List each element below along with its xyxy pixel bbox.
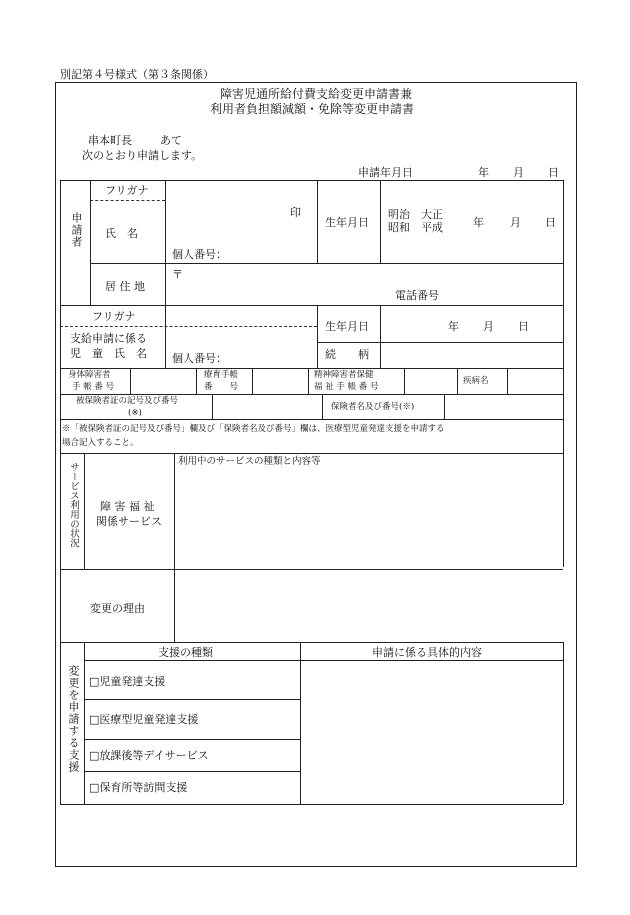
option-nursery-visit-support[interactable]: □保育所等訪問支援 [89, 781, 188, 794]
child-name-line2: 児 童 氏 名 [70, 347, 147, 360]
intro-text: 次のとおり申請します。 [82, 149, 203, 162]
welfare-service-line1: 障 害 福 祉 [100, 500, 155, 513]
support-type-header: 支援の種類 [158, 646, 213, 659]
relation-label: 続 柄 [325, 348, 369, 361]
ryoiku-handbook-line2: 番 号 [204, 382, 239, 392]
note-line2: 場合記入すること。 [62, 438, 139, 448]
physical-handbook-line2: 手 帳 番 号 [72, 382, 115, 392]
application-date-year: 年 [478, 166, 489, 179]
era-line1: 明治 大正 [388, 208, 443, 221]
applicant-birth-year: 年 [473, 216, 484, 229]
applicant-individual-number-label: 個人番号： [172, 248, 227, 261]
option-after-school-day-service[interactable]: □放課後等デイサービス [89, 749, 209, 762]
application-date-month: 月 [513, 166, 524, 179]
child-birth-year: 年 [448, 320, 459, 333]
child-name-line1: 支給申請に係る [70, 332, 147, 345]
form-number-label: 別記第４号様式（第３条関係） [60, 68, 214, 81]
seal-mark: 印 [290, 206, 301, 219]
phone-label: 電話番号 [395, 289, 439, 302]
service-content-label: 利用中のサービスの種類と内容等 [178, 456, 321, 467]
address-label: 居 住 地 [105, 280, 145, 293]
specific-content-header: 申請に係る具体的内容 [372, 646, 482, 659]
applicant-section-label: 申請者 [70, 212, 83, 248]
mental-handbook-line1: 精神障害者保健 [314, 370, 374, 380]
application-date-label: 申請年月日 [358, 166, 413, 179]
applicant-name-label: 氏 名 [105, 227, 138, 240]
applicant-birth-label: 生年月日 [325, 216, 369, 229]
form-title-line1: 障害児通所給付費支給変更申請書兼 [220, 87, 413, 101]
note-line1: ※「被保険者証の記号及び番号」欄及び「保険者名及び番号」欄は、医療型児童発達支援を申請する [62, 424, 445, 434]
applicant-birth-day: 日 [545, 216, 556, 229]
child-birth-day: 日 [518, 320, 529, 333]
addressee: 串本町長 [88, 134, 132, 147]
option-child-development[interactable]: □児童発達支援 [89, 675, 166, 688]
era-line2: 昭和 平成 [388, 221, 443, 234]
applicant-furigana-label: フリガナ [105, 184, 149, 197]
option-medical-child-development[interactable]: □医療型児童発達支援 [89, 713, 199, 726]
applicant-birth-month: 月 [510, 216, 521, 229]
welfare-service-line2: 関係サービス [96, 515, 162, 528]
mental-handbook-line2: 福 祉 手 帳 番 号 [314, 382, 379, 392]
service-status-section-label: サービス利用の状況 [68, 462, 79, 548]
application-date-day: 日 [548, 166, 559, 179]
addressee-suffix: あて [160, 134, 182, 147]
child-birth-label: 生年月日 [325, 320, 369, 333]
ryoiku-handbook-line1: 療育手帳 [204, 370, 239, 380]
postal-mark: 〒 [172, 268, 183, 281]
insurance-symbol-line1: 被保険者証の記号及び番号 [76, 396, 179, 406]
physical-handbook-line1: 身体障害者 [68, 370, 111, 380]
child-birth-month: 月 [483, 320, 494, 333]
insurance-symbol-line2: (※) [128, 408, 142, 418]
child-individual-number-label: 個人番号： [172, 352, 227, 365]
insurer-label: 保険者名及び番号(※) [331, 402, 415, 412]
form-title-line2: 利用者負担額減額・免除等変更申請書 [210, 102, 415, 116]
change-support-section-label: 変更を申請する支援 [67, 665, 80, 773]
reason-label: 変更の理由 [90, 602, 145, 615]
child-furigana-label: フリガナ [92, 310, 136, 323]
disease-label: 疾病名 [463, 376, 489, 386]
